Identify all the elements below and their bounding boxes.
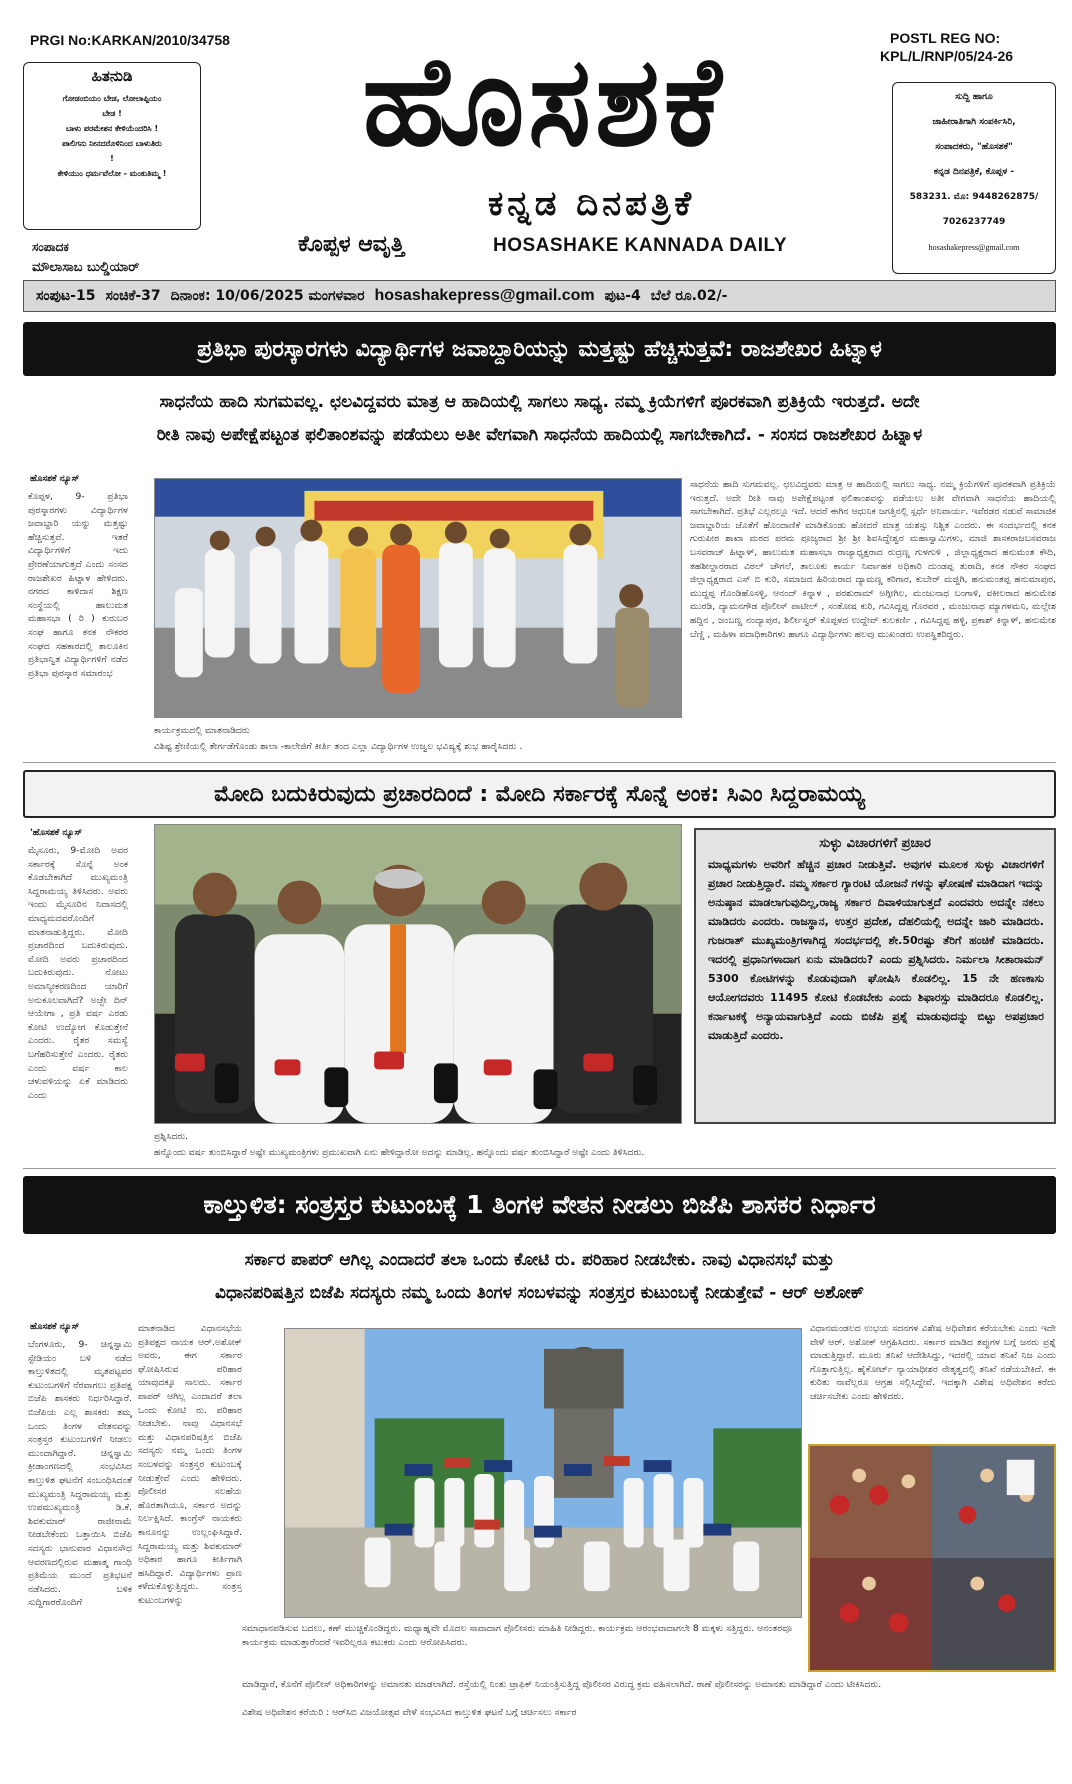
story2-byline: 'ಹೊಸಶಕೆ ನ್ಯೂಸ್: [30, 828, 83, 838]
masthead-title: ಹೊಸಶಕೆ: [362, 28, 726, 174]
story2-sidebar-box: [694, 828, 1056, 1124]
story1-photo: [154, 478, 682, 718]
divider: [23, 1168, 1056, 1169]
contact-box: [892, 82, 1056, 274]
prgi-number: PRGI No:KARKAN/2010/34758: [30, 32, 230, 48]
postal-reg-label: POSTL REG NO:: [890, 30, 1001, 46]
hitanudi-line: ಕೇಳಿಯುಂ ಧರ್ಮವೆಲೋ - ಮಂಕುತಿಮ್ಮ !: [57, 169, 167, 178]
story3-headline: ಕಾಲ್ತುಳಿತ: ಸಂತ್ರಸ್ತರ ಕುಟುಂಬಕ್ಕೆ 1 ತಿಂಗಳ ವೇತನ ನೀಡಲು ಬಿಜೆಪಿ ಶಾಸಕರ ನಿರ್ಧಾರ: [23, 1176, 1056, 1234]
story1-photo-caption: ಕಾರ್ಯಕ್ರಮದಲ್ಲಿ ಮಾತನಾಡಿದರು: [154, 725, 250, 736]
editor-name: ಮೌಲಾಸಾಬ ಬುಲ್ಡಿಯಾರ್: [32, 260, 140, 275]
story1-column-1: ಕೊಪ್ಪಳ, 9- ಪ್ರತಿಭಾ ಪುರಸ್ಕಾರಗಳು ವಿದ್ಯಾರ್ಥಿಗಳ ಜವಾಬ್ದಾರಿ ಯನ್ನು ಮತ್ತಷ್ಟು ಹೆಚ್ಚಿಸುತ್ತವೆ. ಇತರೆ ವಿದ್ಯಾರ್ಥಿಗಳಿಗೆ ಇದು ಪ್ರೇರಣೆಯಾಗುತ್ತದೆ ಎಂದು ಸಂಸದ ರಾಜಶೇಖರ ಹಿಟ್ನಾಳ ಹೇಳಿದರು. ನಗರದ ಕಾಳಿದಾಸ ಶಿಕ್ಷಣ ಸಂಸ್ಥೆಯಲ್ಲಿ ಹಾಲುಮತ ಮಹಾಸಭಾ ( ರಿ ) ಕುರುಬರ ಸಂಘ ಹಾಗೂ ಕನಕ ನೌಕರರ ಸಂಘದ ಸಹಕಾರದಲ್ಲಿ ತಾಲೂಕಿನ ಪ್ರತಿಭಾನ್ವಿತ ವಿದ್ಯಾರ್ಥಿಗಳಿಗೆ ನಡೆದ ಪ್ರತಿಭಾ ಪುರಸ್ಕಾರ ಸಮಾರಂಭ: [28, 491, 128, 679]
story3-column-2: ಮಾತನಾಡಿದ ವಿಧಾನಸಭೆಯ ಪ್ರತಿಪಕ್ಷದ ನಾಯಕ ಆರ್.ಅಶೋಕ್ ಅವರು, ಈಗ ಸರ್ಕಾರ ಘೋಷಿಸಿರುವ ಪರಿಹಾರ ಯಾವುದಕ್ಕೂ ಸಾಲದು. ಸರ್ಕಾರ ಪಾಪರ್ ಆಗಿಲ್ಲ ಎಂದಾದರೆ ತಲಾ ಒಂದು ಕೋಟಿ ರು. ಪರಿಹಾರ ನೀಡಬೇಕು. ನಾವು ವಿಧಾನಸಭೆ ಮತ್ತು ವಿಧಾನಪರಿಷತ್ತಿನ ಬಿಜೆಪಿ ಸದಸ್ಯರು ನಮ್ಮ ಒಂದು ತಿಂಗಳ ಸಂಬಳವನ್ನು ಸಂತ್ರಸ್ತರ ಕುಟುಂಬಕ್ಕೆ ನೀಡುತ್ತೇವೆ ಎಂದು ಹೇಳಿದರು. ಪೊಲೀಸರ ಸಲಹೆಯ ಹೊರತಾಗಿಯೂ, ಸರ್ಕಾರ ಅದನ್ನು ನಿರ್ಲಕ್ಷಿಸಿದೆ. ಕಾಂಗ್ರೆಸ್ ನಾಯಕರು ಕಾನೂನನ್ನು ಉಲ್ಲಂಘಿಸಿದ್ದಾರೆ. ಸಿದ್ದರಾಮಯ್ಯ ಮತ್ತು ಶಿವಕುಮಾರ್ ಅಧಿಕಾರ ಹಾಗೂ ಕೀರ್ತಿಗಾಗಿ ಹಸಿದಿದ್ದಾರೆ. ವಿದ್ಯಾರ್ಥಿಗಳು ಪ್ರಾಣ ಕಳೆದುಕೊಳ್ಳುತ್ತಿದ್ದರು. ಸಂತ್ರಸ್ತ ಕುಟುಂಬಗಳನ್ನು: [138, 1323, 242, 1606]
divider: [23, 762, 1056, 763]
story1-deck: [23, 386, 1056, 452]
story1-deck-line: ರೀತಿ ನಾವು ಅಪೇಕ್ಷೆಪಟ್ಟಂತ ಫಲಿತಾಂಶವನ್ನು ಪಡೆಯಲು ಅತೀ ವೇಗವಾಗಿ ಸಾಧನೆಯ ಹಾದಿಯಲ್ಲಿ ಸಾಗಬೇಕಾಗಿದೆ. - ಸಂಸದ ರಾಜಶೇಖರ ಹಿಟ್ನಾಳ: [156, 425, 923, 445]
contact-line: ಜಾಹೀರಾತಿಗಾಗಿ ಸಂಪರ್ಕಿಸಿರಿ,: [932, 117, 1016, 127]
story3-photo: [284, 1328, 802, 1618]
story3-inset-photo: [808, 1444, 1056, 1672]
sidebar-title: ಸುಳ್ಳು ವಿಚಾರಗಳಿಗೆ ಪ್ರಚಾರ: [819, 836, 931, 851]
story1-photo-illustration: [155, 479, 681, 717]
issue-date: ದಿನಾಂಕ: 10/06/2025 ಮಂಗಳವಾರ: [170, 288, 365, 304]
contact-line: 583231. ಮೊ: 9448262875/: [909, 192, 1039, 202]
newspaper-page: [18, 22, 1056, 1722]
contact-line: ಸಂಪಾದಕರು, "ಹೊಸಶಕೆ": [935, 142, 1013, 152]
sidebar-text: ಮಾಧ್ಯಮಗಳು ಅವರಿಗೆ ಹೆಚ್ಚಿನ ಪ್ರಚಾರ ನೀಡುತ್ತಿವೆ. ಅವುಗಳ ಮೂಲಕ ಸುಳ್ಳು ವಿಚಾರಗಳಿಗೆ ಪ್ರಚಾರ ನೀಡುತ್ತಿದ್ದಾರೆ. ನಮ್ಮ ಸರ್ಕಾರ ಗ್ಯಾರಂಟಿ ಯೋಜನೆ ಗಳನ್ನು ಘೋಷಣೆ ಮಾಡಿದಾಗ ಇದನ್ನು ಅನುಷ್ಠಾನ ಮಾಡಲಾಗುವುದಿಲ್ಲ,ರಾಜ್ಯ ಸರ್ಕಾರ ದಿವಾಳಿಯಾಗುತ್ತದೆ ಎಂದವರು ಅದನ್ನೇ ನಕಲು ಮಾಡಿದರು ಎಂದರು. ರಾಜಸ್ಥಾನ, ಉತ್ತರ ಪ್ರದೇಶ, ದೆಹಲಿಯಲ್ಲಿ ಅದನ್ನೇ ಜಾರಿ ಮಾಡಿದರು. ಗುಜರಾತ್ ಮುಖ್ಯಮಂತ್ರಿಗಳಾಗಿದ್ದ ಸಂದರ್ಭದಲ್ಲಿ ಶೇ.50ರಷ್ಟು ತೆರಿಗೆ ಹಂಚಿಕೆ ಮಾಡಿದರು. ಇದರಲ್ಲಿ ಪ್ರಧಾನಿಗಳಾದಾಗ ಏನು ಮಾಡಿದರು? ಎಂದು ಪ್ರಶ್ನಿಸಿದರು. ನಿರ್ಮಲಾ ಸೀತಾರಾಮನ್ 5300 ಕೋಟಿಗಳನ್ನು ಕೊಡುವುದಾಗಿ ಘೋಷಿಸಿ ಕೊಡಲಿಲ್ಲ. 15 ನೇ ಹಣಕಾಸು ಆಯೋಗದವರು 11495 ಕೋಟಿ ಕೊಡಬೇಕು ಎಂದು ಶಿಫಾರಸ್ಸು ಮಾಡಿದರೂ ಕೊಡಲಿಲ್ಲ. ಕರ್ನಾಟಕಕ್ಕೆ ಅನ್ಯಾಯವಾಗುತ್ತಿದೆ ಎಂದು ಬಿಜೆಪಿ ಪ್ರಶ್ನೆ ಮಾಡುವುದನ್ನು ಬಿಟ್ಟು ಅಪಪ್ರಚಾರ ಮಾಡುತ್ತಿದೆ ಎಂದರು.: [708, 858, 1044, 1042]
story3-byline: ಹೊಸಶಕೆ ನ್ಯೂಸ್: [30, 1322, 80, 1332]
postal-reg-number: KPL/L/RNP/05/24-26: [880, 48, 1014, 64]
story3-column-1: ಬೆಂಗಳೂರು, 9- ಚಿನ್ನಸ್ವಾಮಿ ಸ್ಟೇಡಿಯಂ ಬಳಿ ನಡೆದ ಕಾಲ್ತುಳಿತದಲ್ಲಿ ಮೃತಪಟ್ಟವರ ಕುಟುಂಬಗಳಿಗೆ ನೆರವಾಗಲು ಪ್ರತಿಪಕ್ಷ ಬಿಜೆಪಿ ಶಾಸಕರು ನಿರ್ಧರಿಸಿದ್ದಾರೆ. ಬಿಜೆಪಿಯ ಎಲ್ಲ ಶಾಸಕರು ತಮ್ಮ ಒಂದು ತಿಂಗಳ ವೇತನವನ್ನು ಸಂತ್ರಸ್ತರ ಕುಟುಂಬಗಳಿಗೆ ನೀಡಲು ಮುಂದಾಗಿದ್ದಾರೆ. ಚಿನ್ನಸ್ವಾಮಿ ಕ್ರೀಡಾಂಗಣದಲ್ಲಿ ಸಂಭವಿಸಿದ ಕಾಲ್ತುಳಿತ ಘಟನೆಗೆ ಸಂಬಂಧಿಸಿದಂತೆ ಮುಖ್ಯಮಂತ್ರಿ ಸಿದ್ದರಾಮಯ್ಯ ಮತ್ತು ಉಪಮುಖ್ಯಮಂತ್ರಿ ಡಿ.ಕೆ. ಶಿವಕುಮಾರ್ ರಾಜೀನಾಮೆ ನೀಡಬೇಕೆಂದು ಒತ್ತಾಯಿಸಿ ಬಿಜೆಪಿ ಸದಸ್ಯರು ಭಾನುವಾರ ವಿಧಾನಸೌಧ ಆವರಣದಲ್ಲಿರುವ ಮಹಾತ್ಮ ಗಾಂಧಿ ಪ್ರತಿಮೆಯ ಮುಂದೆ ಪ್ರತಿಭಟನೆ ನಡೆಸಿದರು. ಬಳಿಕ ಸುದ್ದಿಗಾರರೊಂದಿಗೆ: [28, 1339, 132, 1609]
story2-photo-illustration: [155, 825, 681, 1123]
masthead-subtitle-kannada: ಕನ್ನಡ ದಿನಪತ್ರಿಕೆ: [488, 184, 696, 224]
hitanudi-line: ಬಾಳು ಪರಮೇಶನ ಕೇಳಿಯೆಂದರಿಸಿ !: [65, 124, 159, 133]
edition-label: ಕೊಪ್ಪಳ ಆವೃತ್ತಿ: [298, 232, 405, 257]
price: ಬೆಲೆ ರೂ.02/-: [650, 288, 728, 304]
contact-email-link[interactable]: hosashakepress@gmail.com: [374, 287, 595, 304]
volume: ಸಂಪುಟ-15: [36, 288, 96, 304]
story3-deck-line: ವಿಧಾನಪರಿಷತ್ತಿನ ಬಿಜೆಪಿ ಸದಸ್ಯರು ನಮ್ಮ ಒಂದು ತಿಂಗಳ ಸಂಬಳವನ್ನು ಸಂತ್ರಸ್ತರ ಕುಟುಂಬಕ್ಕೆ ನೀಡುತ್ತೇವೆ - ಆರ್ ಅಶೋಕ್: [215, 1283, 864, 1303]
contact-line: ಸುದ್ದಿ ಹಾಗೂ: [955, 92, 993, 102]
story3-inset-illustration: [810, 1446, 1054, 1670]
editor-label: ಸಂಪಾದಕ: [32, 240, 69, 254]
issue: ಸಂಚಿಕೆ-37: [105, 288, 161, 304]
contact-line: 7026237749: [942, 217, 1006, 227]
story3-photo-caption: ಸಮಾಧಾನಪಡಿಸುವ ಬದಲು, ಕಣ್ ಮುಚ್ಚಿಕೊಂಡಿದ್ದರು. ಮಧ್ಯಾಹ್ನವೇ ಮೊದಲ ಸಾವಾದಾಗ ಪೊಲೀಸರು ಮಾಹಿತಿ ನೀಡಿದ್ದರು. ಕಾರ್ಯಕ್ರಮ ಆರಂಭವಾದಾಗಲೇ 8 ಮಕ್ಕಳು ಸತ್ತಿದ್ದರು. ಆನಂತರವೂ ಕಾರ್ಯಕ್ರಮ ಮಾಡುತ್ತಾರೆಂದರೆ ಇವರಿಲ್ಲರೂ ಕಟುಕರು ಎಂದು ಆರೋಪಿಸಿದರು.: [242, 1623, 793, 1648]
story2-photo: [154, 824, 682, 1124]
story3-photo-illustration: [285, 1329, 801, 1617]
contact-email: hosashakepress@gmail.com: [928, 243, 1020, 252]
hitanudi-title: ಹಿತನುಡಿ: [91, 67, 133, 85]
story3-caption-tail: ವಿಶೇಷ ಅಧಿವೇಶನ ಕರೆಯಿರಿ : ಆರ್‌ಸಿಬಿ ವಿಜಯೋತ್ಸವ ವೇಳೆ ಸಂಭವಿಸಿದ ಕಾಲ್ತುಳಿತ ಘಟನೆ ಬಗ್ಗೆ ಚರ್ಚಿಸಲು ಸರ್ಕಾರ: [242, 1707, 577, 1718]
story1-column-3: ಸಾಧನೆಯ ಹಾದಿ ಸುಗಮವಲ್ಲ. ಛಲವಿದ್ದವರು ಮಾತ್ರ ಆ ಹಾದಿಯಲ್ಲಿ ಸಾಗಲು ಸಾಧ್ಯ. ನಮ್ಮ ಕ್ರಿಯೆಗಳಿಗೆ ಪೂರಕವಾಗಿ ಪ್ರತಿಕ್ರಿಯೆ ಇರುತ್ತದೆ. ಅದೇ ರೀತಿ ನಾವು ಅಪೇಕ್ಷೆಪಟ್ಟಂತ ಫಲಿತಾಂಶವನ್ನು ಪಡೆಯಲು ಅತೀ ವೇಗವಾಗಿ ಸಾಧನೆಯ ಹಾದಿಯಲ್ಲಿ ಸಾಗಬೇಕಾಗಿದೆ. ಪ್ರತಿಭೆ ಎಲ್ಲರಲ್ಲೂ ಇದೆ. ಆದರೆ ಈಗಿನ ಆಧುನಿಕ ಜಗತ್ತಿನಲ್ಲಿ ಸ್ಪರ್ಧೆ ಅನಿವಾರ್ಯ. ಇವೆರಡರ ನಡುವೆ ಸಾಮಾಜಿಕ ಜವಾಬ್ದಾರಿಯ ಜೊತೆಗೆ ಹೊಂದಾಣಿಕೆ ಮಾಡಿಕೊಂಡು ಹೋದರೆ ಮಾತ್ರ ಯಶಸ್ಸು ನಿಶ್ಚಿತ ಎಂದರು. ಈ ಸಂದರ್ಭದಲ್ಲಿ ಕನಕ ಗುರುಪೀಠ ಶಾಖಾ ಮಠದ ಪರಮ ಪೂಜ್ಯರಾದ ಶ್ರೀ ಶ್ರೀ ಶಿವಸಿದ್ದೇಶ್ವರ ಮಹಾಸ್ವಾಮಿಗಳು, ಮಾಜಿ ಶಾಸಕರಾಜಬಸವರಾಜ ಬಸವರಾಜ್ ಹಿಟ್ನಾಳ್, ಹಾಲುಮತ ಮಹಾಸಭಾ ರಾಜ್ಯಾಧ್ಯಕ್ಷರಾದ ರುದ್ರಣ್ಣ ಗುಳಗುಳಿ , ಜಿಲ್ಲಾಧ್ಯಕ್ಷರಾದ ಹನುಮಂತ ಕೌದಿ, ತಹಶೀಲ್ದಾರರಾದ ವಿಠಲ್ ಚೌಗಲೆ, ತಾಲೂಕು ಕಾರ್ಯ ನಿರ್ವಾಹಕ ಅಧಿಕಾರಿ ದುಂಡಪ್ಪ ತುರಾದಿ, ಕನಕ ನೌಕರ ಸಂಘದ ಜಿಲ್ಲಾಧ್ಯಕ್ಷರಾದ ಎಸ್ ಬಿ ಕುರಿ, ಸಮಾಜದ ಹಿರಿಯರಾದ ದ್ಯಾಮಣ್ಣ ಕರಿಗಾರ, ಕುಬೇರ್ ಮಜ್ಜಿಗಿ, ಹನುಮಂತಪ್ಪ ಹನುಮಾಪುರ, ಮುದ್ದಪ್ಪ ಗೊಂಡಿಹೊಸಳ್ಳಿ, ಆನಂದ್ ಕಿನ್ನಾಳ , ಪರಶುರಾಮ್ ಅಗ್ಗೀಗಿಲ, ಮಂಜುನಾಥ ಬಂಗಾಳಿ, ವಕೀಲರಾದ ಹನುಮೇಶ ಮುರಡಿ, ದ್ಯಾಮನಗೌಡ ಪೊಲೀಸ್ ಪಾಟೀಲ್ , ಸಂತೋಷ ಕುರಿ, ಗವಿಸಿದ್ದಪ್ಪ ಗೊರವರ , ಮಂಜುನಾಥ ಮ್ಯಾಗಳಮನಿ, ಮಲ್ಲೇಶ ಹದ್ದಿನ , ಜಂಬಣ್ಣ ನಂದ್ಯಾಪುರ, ಶಿರ್ಲೀಸ್ವರ್ ಕೊಪ್ಪಳದ ಉದ್ದೇವ್ ಕುಲಕರ್ಣಿ , ಗವಿಸಿದ್ದಪ್ಪ ಹಳ್ಳಿ, ಪ್ರಕಾಶ್ ಕಿನ್ನಾಳ್, ಹನುಮೇಶ ಬೆಣ್ಣಿ , ಮಹಿಳಾ ಪದಾಧಿಕಾರಿಗಳು ಹಾಗೂ ವಿದ್ಯಾರ್ಥಿಗಳು ಹಲವು ಮುಖಂಡರು ಉಪಸ್ಥಿತರಿದ್ದರು.: [690, 479, 1056, 640]
story3-deck-line: ಸರ್ಕಾರ ಪಾಪರ್ ಆಗಿಲ್ಲ ಎಂದಾದರೆ ತಲಾ ಒಂದು ಕೋಟಿ ರು. ಪರಿಹಾರ ನೀಡಬೇಕು. ನಾವು ವಿಧಾನಸಭೆ ಮತ್ತು: [244, 1250, 835, 1270]
story3-caption-continued: ಮಾಡಿದ್ದಾರೆ, ಕೊನೆಗೆ ಪೊಲೀಸ್ ಅಧಿಕಾರಿಗಳನ್ನು ಅಮಾನತು ಮಾಡಲಾಗಿದೆ. ರಸ್ತೆಯಲ್ಲಿ ನಿಂತು ಟ್ರಾಫಿಕ್ ನಿಯಂತ್ರಿಸುತ್ತಿದ್ದ ಪೊಲೀಸರ ವಿರುದ್ಧ ಕ್ರಮ ವಹಿಸಲಾಗಿದೆ. ಠಾಣೆ ಪೊಲೀಸರನ್ನು ಅಮಾನತು ಮಾಡಿದ್ದಾರೆ ಎಂದು ಟೀಕಿಸಿದರು.: [242, 1679, 882, 1690]
story2-column-1: ಮೈಸೂರು, 9-ಮೋದಿ ಅವರ ಸರ್ಕಾರಕ್ಕೆ ಸೊನ್ನೆ ಅಂಕ ಕೊಡಬೇಕಾಗಿದೆ ಮುಖ್ಯಮಂತ್ರಿ ಸಿದ್ದರಾಮಯ್ಯ ತಿಳಿಸಿದರು. ಅವರು ಇಂದು ಮೈಸೂರಿನ ನಿವಾಸದಲ್ಲಿ ಮಾಧ್ಯಮದವರೊಂದಿಗೆ ಮಾತನಾಡುತ್ತಿದ್ದರು. ಮೋದಿ ಪ್ರಚಾರದಿಂದ ಬದುಕಿರುವುದು. ಮೋದಿ ಅವರು ಪ್ರಚಾರದಿಂದ ಬದುಕಿರುವುದು. ನೋಟು ಅಮಾನ್ಯೀಕರಣದಿಂದ ಯಾರಿಗೆ ಅನುಕೂಲವಾಗಿದೆ? ಅಚ್ಛೇ ದಿನ್ ಆಯೇಗಾ , ಪ್ರತಿ ವರ್ಷ ಎರಡು ಕೋಟಿ ಉದ್ಯೋಗ ಕೊಡುತ್ತೇನೆ ಎಂದರು. ರೈತರ ಸಮಸ್ಯೆ ಬಗೆಹರಿಸುತ್ತೇನೆ ಎಂದರು. ರೈತರು ಎಂದು ವರ್ಷ ಕಾಲ ಚಳುವಳಿಯನ್ನು ಏಕೆ ಮಾಡಿದರು ಎಂದು: [28, 845, 128, 1101]
hitanudi-box: [23, 62, 201, 230]
story1-caption-continued: ವಿಶಿಷ್ಟ ಶ್ರೇಣಿಯಲ್ಲಿ ತೇರ್ಗಡೆಗೊಂಡು ಶಾಲಾ -ಕಾಲೇಜಿಗೆ ಕೀರ್ತಿ ತಂದ ಎಲ್ಲಾ ವಿದ್ಯಾರ್ಥಿಗಳ ಉಜ್ವಲ ಭವಿಷ್ಯಕ್ಕೆ ಶುಭ ಹಾರೈಸಿದರು .: [154, 741, 523, 752]
story2-caption: ಹನ್ನೊಂದು ವರ್ಷ ತುಂಬಿಸಿದ್ದಾರೆ ಅಷ್ಟೇ ಮುಖ್ಯಮಂತ್ರಿಗಳು ಪ್ರಮುಖವಾಗಿ ಏನು ಹೇಳಿದ್ದಾರೋ ಅದನ್ನು ಮಾಡಿಲ್ಲ. ಹನ್ನೊಂದು ವರ್ಷ ತುಂಬಿಸಿದ್ದಾರೆ ಅಷ್ಟೇ ಎಂದು ತಿಳಿಸಿದರು.: [154, 1147, 645, 1158]
masthead-subtitle-english: HOSASHAKE KANNADA DAILY: [493, 235, 788, 256]
story3-column-4: ವಿಧಾನಮಂಡಲದ ಉಭಯ ಸದನಗಳ ವಿಶೇಷ ಅಧಿವೇಶನ ಕರೆಯಬೇಕು ಎಂದು ಇದೇ ವೇಳೆ ಆರ್. ಅಶೋಕ್ ಆಗ್ರಹಿಸಿದರು. ಸರ್ಕಾರ ಮಾಡಿದ ತಪ್ಪುಗಳ ಬಗ್ಗೆ ಜನರು ಪ್ರಶ್ನೆ ಮಾಡುತ್ತಿದ್ದಾರೆ. ಮೂರು ತನಿಖೆ ಆದೇಶಿಸಿದ್ದು, ಇದರಲ್ಲಿ ಯಾವ ತನಿಖೆ ನಿಜ ಎಂದು ಗೊತ್ತಾಗುತ್ತಿಲ್ಲ. ಹೈಕೋರ್ಟ್ ನ್ಯಾಯಾಧೀಶರ ನೇತೃತ್ವದಲ್ಲಿ ತನಿಖೆ ನಡೆಯಬೇಕಿದೆ. ಈ ಕುರಿತು ನಾವೆಲ್ಲರೂ ಆಗ್ರಹ ಸಲ್ಲಿಸಿದ್ದೇವೆ. ಇದಕ್ಕಾಗಿ ವಿಶೇಷ ಅಧಿವೇಶನ ಕರೆದು ಚರ್ಚಿಸಬೇಕು ಎಂದು ಹೇಳಿದರು.: [810, 1323, 1056, 1402]
story1-byline: ಹೊಸಶಕೆ ನ್ಯೂಸ್: [30, 474, 80, 484]
hitanudi-line: ಗೋಡಂಬಿಯಂ ಬೇಡ, ಲೋಲಾಪ್ಪಿಯಂ: [62, 94, 162, 103]
page-count: ಪುಟ-4: [604, 288, 641, 304]
story1-deck-line: ಸಾಧನೆಯ ಹಾದಿ ಸುಗಮವಲ್ಲ. ಛಲವಿದ್ದವರು ಮಾತ್ರ ಆ ಹಾದಿಯಲ್ಲಿ ಸಾಗಲು ಸಾಧ್ಯ. ನಮ್ಮ ಕ್ರಿಯೆಗಳಿಗೆ ಪೂರಕವಾಗಿ ಪ್ರತಿಕ್ರಿಯೆ ಇರುತ್ತದೆ. ಅದೇ: [159, 392, 920, 412]
hitanudi-line: ಬೇಡ !: [102, 109, 122, 118]
hitanudi-line: !: [110, 154, 114, 163]
issue-info-bar: [23, 280, 1056, 312]
story1-headline: ಪ್ರತಿಭಾ ಪುರಸ್ಕಾರಗಳು ವಿದ್ಯಾರ್ಥಿಗಳ ಜವಾಬ್ದಾರಿಯನ್ನು ಮತ್ತಷ್ಟು ಹೆಚ್ಚಿಸುತ್ತವೆ: ರಾಜಶೇಖರ ಹಿಟ್ನಾಳ: [23, 322, 1056, 376]
contact-line: ಕನ್ನಡ ದಿನಪತ್ರಿಕೆ, ಕೊಪ್ಪಳ -: [933, 167, 1015, 177]
story3-deck: [23, 1244, 1056, 1310]
story2-caption-tail: ಪ್ರಶ್ನಿಸಿದರು.: [154, 1131, 189, 1142]
hitanudi-line: ಪಾಲಿಗನು ನೀನದರೊಳಿನಿಂದ ಬಾಳುತಿರು: [62, 139, 162, 148]
story2-headline: ಮೋದಿ ಬದುಕಿರುವುದು ಪ್ರಚಾರದಿಂದೆ : ಮೋದಿ ಸರ್ಕಾರಕ್ಕೆ ಸೊನ್ನೆ ಅಂಕ: ಸಿಎಂ ಸಿದ್ದರಾಮಯ್ಯ: [23, 770, 1056, 818]
